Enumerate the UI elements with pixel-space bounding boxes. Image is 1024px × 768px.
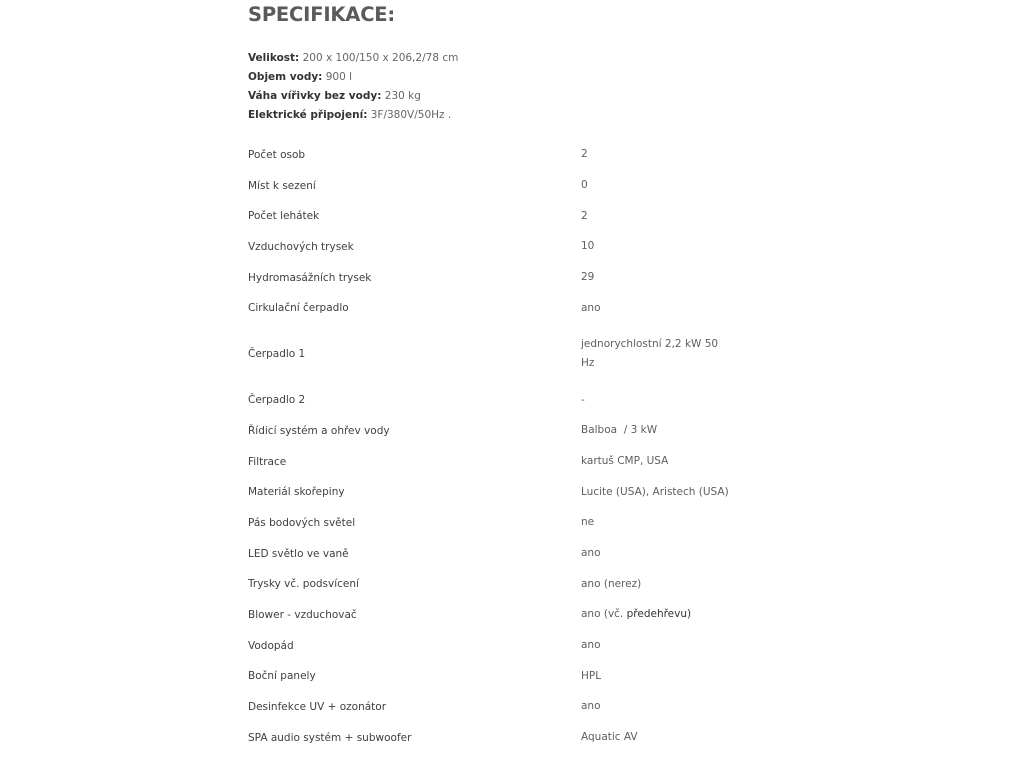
row-value: 29 [581,271,595,283]
row-value: ano (nerez) [581,577,642,590]
row-value [581,605,721,624]
row-label: Počet osob [248,148,306,161]
row-label: Vzduchových trysek [248,240,354,253]
row-value: ano [581,639,601,651]
spec-value: 230 kg [381,90,421,102]
table-row [248,507,768,538]
spec-value: 200 x 100/150 x 206,2/78 cm [299,52,459,64]
table-row [248,477,768,507]
row-label: Blower - vzduchovač [248,608,357,621]
row-label: Materiál skořepiny [248,486,345,498]
row-label: Počet lehátek [248,210,320,222]
row-value-extra: předehřevu) [626,608,692,620]
row-value: 10 [581,240,595,252]
table-row [248,599,768,630]
row-value-main: ano (vč. [581,608,627,620]
row-value: 2 [581,209,588,222]
page-title: SPECIFIKACE: [248,3,396,26]
spec-summary [248,49,458,125]
row-label: Trysky vč. podsvícení [248,578,359,590]
table-row [248,691,768,722]
row-value: ano [581,301,601,314]
table-row [248,415,768,446]
table-row [248,446,768,477]
row-value: 2 [581,148,588,160]
row-label: Čerpadlo 1 [248,348,306,360]
row-value: ano [581,700,601,712]
table-row [248,139,768,170]
table-row [248,538,768,569]
row-value: Lucite (USA), Aristech (USA) [581,485,729,498]
row-label: Vodopád [248,639,294,652]
spec-label: Objem vody: [248,71,323,83]
row-value: kartuš CMP, USA [581,455,669,467]
row-label: SPA audio systém + subwoofer [248,731,412,744]
row-value: Balboa / 3 kW [581,424,658,436]
table-row [248,231,768,262]
row-value: Aquatic AV [581,731,638,743]
table-row [248,722,768,753]
row-label: Desinfekce UV + ozonátor [248,700,387,713]
spec-line [248,49,458,68]
row-label: Řídicí systém a ohřev vody [248,424,390,437]
table-row [248,201,768,231]
spec-value: 3F/380V/50Hz . [367,109,452,121]
row-label: Cirkulační čerpadlo [248,302,349,314]
spec-value: 900 l [322,71,353,83]
spec-line [248,68,458,87]
spec-line [248,87,458,106]
row-label: Hydromasážních trysek [248,271,372,284]
spec-line [248,106,458,125]
row-label: Boční panely [248,670,316,682]
row-label: Filtrace [248,455,287,468]
row-label: Pás bodových světel [248,516,356,529]
row-label: Míst k sezení [248,179,316,192]
spec-label: Elektrické připojení: [248,109,368,121]
row-value: 0 [581,179,588,191]
spec-table [248,139,768,753]
row-value: ne [581,516,595,528]
row-label: Čerpadlo 2 [248,394,306,406]
spec-label: Váha vířivky bez vody: [248,90,382,102]
table-row [248,262,768,293]
table-row [248,170,768,201]
row-label: LED světlo ve vaně [248,547,349,560]
table-row [248,569,768,599]
table-row [248,661,768,691]
spec-label: Velikost: [248,52,300,64]
table-row [248,630,768,661]
table-row [248,293,768,323]
row-value: ano [581,547,601,559]
table-row [248,323,768,385]
table-row [248,385,768,415]
row-value: jednorychlostní 2,2 kW 50 Hz [581,338,719,369]
row-value: - [581,393,585,406]
row-value: HPL [581,669,602,682]
